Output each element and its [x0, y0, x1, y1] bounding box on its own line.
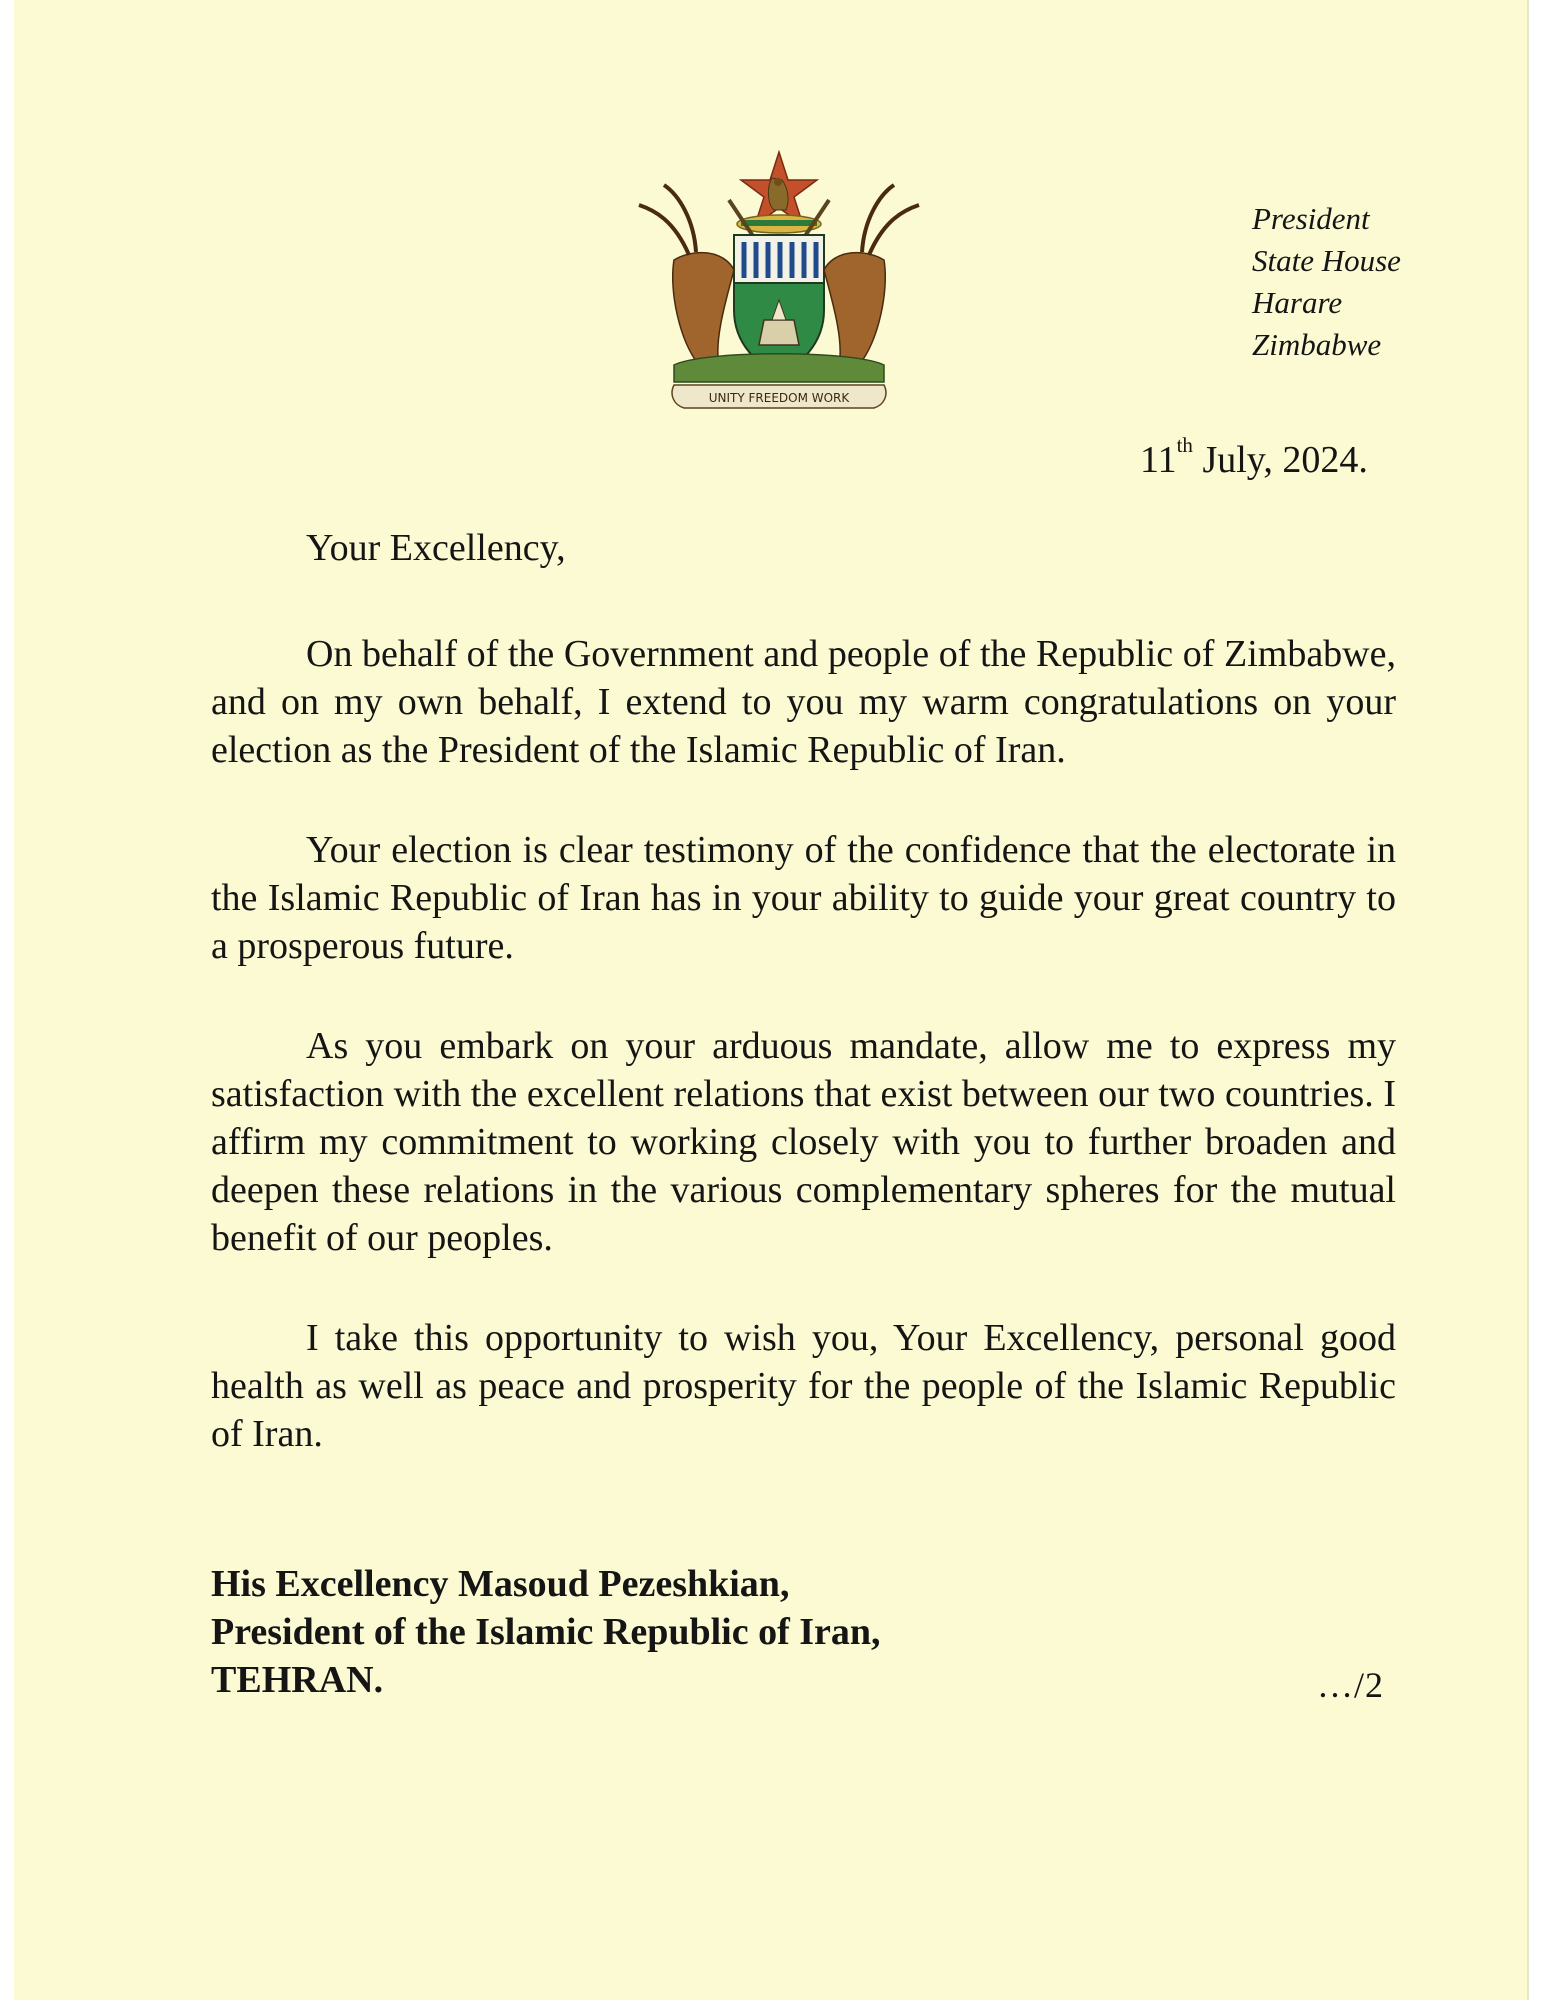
- body-paragraph-testimony: Your election is clear testimony of the confidence that the electorate in the Islamic Republic of Iran has in your ability to guide your great country to a prosperous future.: [211, 829, 1396, 967]
- salutation: Your Excellency,: [306, 527, 566, 569]
- letter-date: [1140, 433, 1368, 482]
- address-line-title: President: [1252, 201, 1370, 236]
- letter-page: [14, 0, 1527, 2000]
- address-line-country: Zimbabwe: [1252, 327, 1382, 362]
- zimbabwe-coat-of-arms-emblem: [634, 150, 924, 420]
- page-continuation-marker: …/2: [1317, 1665, 1385, 1705]
- body-paragraph-congratulations: On behalf of the Government and people of the Republic of Zimbabwe, and on my own behalf, I extend to you my warm congratulations on your election as the President of the Islamic Republic of Iran.: [211, 633, 1396, 771]
- date-day-suffix: th: [1176, 433, 1193, 458]
- date-month-year: July, 2024.: [1192, 439, 1368, 481]
- address-line-building: State House: [1252, 243, 1401, 278]
- coat-of-arms-motto: UNITY FREEDOM WORK: [708, 391, 850, 405]
- body-paragraph-relations: As you embark on your arduous mandate, allow me to express my satisfaction with the excellent relations that exist between our two countries. I affirm my commitment to working closely with you to further broaden and deepen these relations in the various complementary spheres for the mutual benefit of our peoples.: [211, 1025, 1396, 1259]
- addressee-block: [211, 1560, 881, 1704]
- date-day: 11: [1140, 439, 1177, 481]
- addressee-city: TEHRAN.: [211, 1659, 384, 1701]
- sender-address-block: [1252, 198, 1401, 366]
- body-paragraph-wishes: I take this opportunity to wish you, Your Excellency, personal good health as well as peace and prosperity for the people of the Islamic Republic of Iran.: [211, 1317, 1396, 1455]
- addressee-title: President of the Islamic Republic of Iran,: [211, 1611, 881, 1653]
- letter-body: [211, 630, 1396, 1458]
- address-line-city: Harare: [1252, 285, 1343, 320]
- addressee-name: His Excellency Masoud Pezeshkian,: [211, 1563, 790, 1605]
